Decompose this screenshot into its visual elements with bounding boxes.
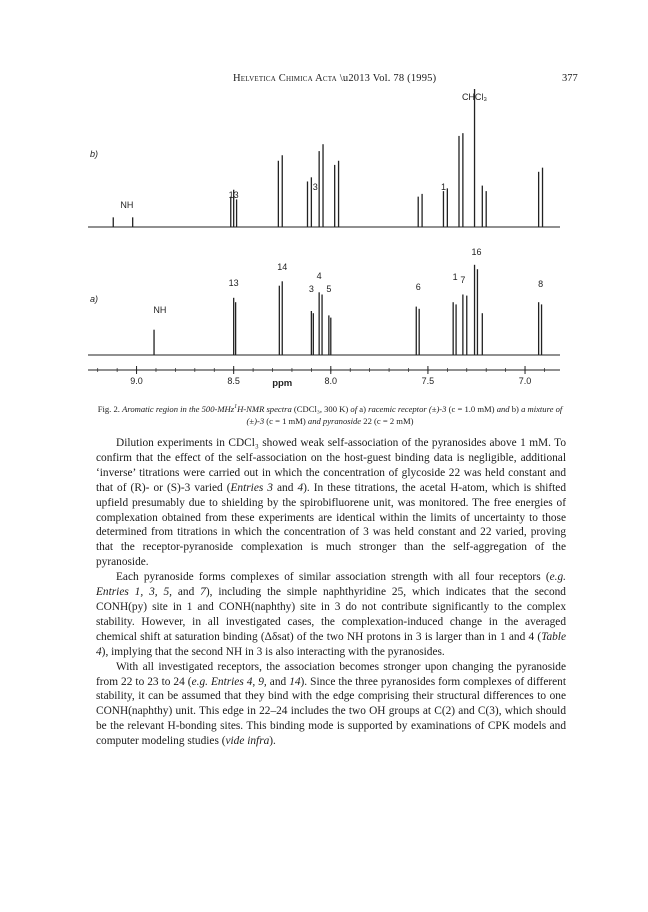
nmr-spectrum-figure [0,0,648,400]
tick-label: 8.5 [227,376,240,386]
trace-label: b) [90,149,99,159]
peak-label: 6 [415,282,421,292]
figure-caption: Fig. 2. Aromatic region in the 500-MHz$^1$H-NMR spectra (CDCl₃, 300 K) of a) racemic receptor (±)-3 (c = 1.0 mM) and b) a mixture of (±)-3 (c = 1 mM) and pyranoside 22 (c = 2 mM) [97,403,563,427]
peak-label: 1 [452,272,458,282]
peak-label: 13 [228,190,239,200]
paragraph: Each pyranoside forms complexes of similar association strength with all four receptors (e.g. Entries 1, 3, 5, and 7), including the simple naphthyridine 25, which indicates that the second CONH(py) site in 1 and CONH(naphthy) site in 3 do not contribute significantly to the complex stability. However, in all investigated cases, the complexation-induced change in the averaged chemical shift at saturation binding (Δδsat) of the two NH protons in 3 is larger than in 1 and 4 (Table 4), implying that the second NH in 3 is also interacting with the pyranosides. [96,571,566,658]
volume-info: Vol. 78 (1995) [372,73,437,84]
ppm-axis [88,366,560,389]
tick-label: 8.0 [324,376,338,386]
paragraph: With all investigated receptors, the association becomes stronger upon changing the pyranoside from 22 to 23 to 24 (e.g. Entries 4, 9, and 14). Since the three pyranosides form complexes of different stability, it can be assumed that they bind with the edge comprising their structural differences to one CONH(naphthy) unit. This edge in 22–24 includes the two OH groups at C(2) and C(3), which should be the relevant H-bonding sites. This binding mode is supported by examinations of CPK models and computer modeling studies (vide infra). [96,660,567,748]
peak-label: 13 [228,278,239,288]
body-text [96,436,566,749]
peak-label: CHCl₃ [461,92,488,102]
trace-label: a) [90,294,99,304]
peak-label: 5 [326,284,332,294]
tick-label: 7.0 [518,376,532,386]
peak-label: 3 [308,284,314,294]
peak-label: 8 [538,279,544,289]
page-number: 377 [562,73,578,84]
peak-label: 1 [440,182,446,192]
tick-label: 7.5 [421,376,435,386]
tick-label: 9.0 [130,376,143,386]
paragraph: Dilution experiments in CDCl₃ showed weak self-association of the pyranosides above 1 mM. To confirm that the effect of the self-association on the host-guest binding data is negligible, additional ‘inverse’ titrations were carried out in which the concentration of glycoside 22 was held constant and that of (R)- or (S)-3 varied (Entries 3 and 4). In these titrations, the acetal H-atom, which is shifted upfield presumably due to shielding by the spirobifluorene unit, was monitored. The free energies of complexation obtained from these experiments are identical within the limits of uncertainty to those determined from titrations in which the concentration of 3 was held constant and 22 varied, proving that the receptor-pyranoside complexation is much stronger than the self-aggregation of the pyranoside. [96,437,566,569]
peak-label: 7 [460,275,466,285]
peak-label: 14 [277,262,288,272]
running-header: Helvetica Chimica Acta \u2013 Vol. 78 (1995) 377 [233,73,578,84]
journal-name: Helvetica Chimica Acta [233,73,337,84]
peak-label: NH [120,200,134,210]
peak-label: 3 [312,182,318,192]
spectrum-trace-b [88,89,560,227]
peak-label: 4 [316,271,322,281]
axis-title: ppm [272,378,293,389]
peak-label: 16 [471,247,482,257]
peak-label: NH [153,305,167,315]
